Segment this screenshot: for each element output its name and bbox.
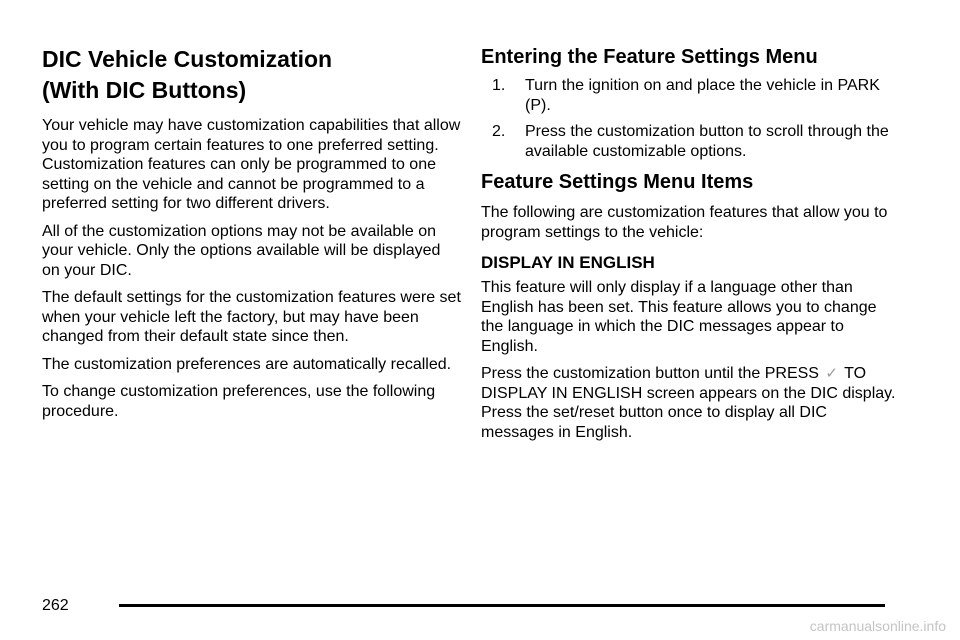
page-number: 262 [42,597,69,614]
left-column [42,44,462,421]
subheading-display-english: DISPLAY IN ENGLISH [481,253,655,272]
watermark: carmanualsonline.info [809,618,946,634]
body-paragraph: The customization preferences are automatically recalled. [42,355,452,373]
body-paragraph-press [481,364,901,442]
body-paragraph: All of the customization options may not be available on your vehicle. Only the options available will be displayed on your DIC. [42,222,441,279]
body-paragraph: Your vehicle may have customization capabilities that allow you to program certain features to one preferred setting. Customization features can only be programmed to one setting on the vehicle and cannot be programmed to a preferred setting for two different drivers. [42,117,461,212]
footer-rule [119,604,885,607]
step-number: 2. [492,123,506,140]
list-item [481,122,901,161]
checkmark-icon: ✓ [825,364,838,382]
right-column [481,44,901,442]
step-number: 1. [492,77,506,94]
press-text-b: TO DISPLAY IN ENGLISH screen appears on the DIC display. Press the set/reset button once to display all DIC messages in English. [481,365,896,441]
body-paragraph: The default settings for the customization features were set when your vehicle left the factory, but may have been changed from their default state since then. [42,289,461,345]
steps-list [481,76,901,161]
section-title-line2: (With DIC Buttons) [42,77,247,103]
step-text: Press the customization button to scroll through the available customizable options. [525,123,889,160]
list-item [481,76,901,115]
section-title-line1: DIC Vehicle Customization [42,46,333,72]
body-paragraph: This feature will only display if a language other than English has been set. This feature allows you to change the language in which the DIC messages appear to English. [481,279,877,355]
section-title [42,44,462,106]
menu-items-intro: The following are customization features that allow you to program settings to the vehicle: [481,204,888,241]
heading-menu-items: Feature Settings Menu Items [481,171,754,193]
step-text: Turn the ignition on and place the vehicle in PARK (P). [525,77,880,114]
press-text-a: Press the customization button until the PRESS [481,365,819,382]
body-paragraph: To change customization preferences, use the following procedure. [42,383,436,420]
heading-entering-menu: Entering the Feature Settings Menu [481,46,818,68]
